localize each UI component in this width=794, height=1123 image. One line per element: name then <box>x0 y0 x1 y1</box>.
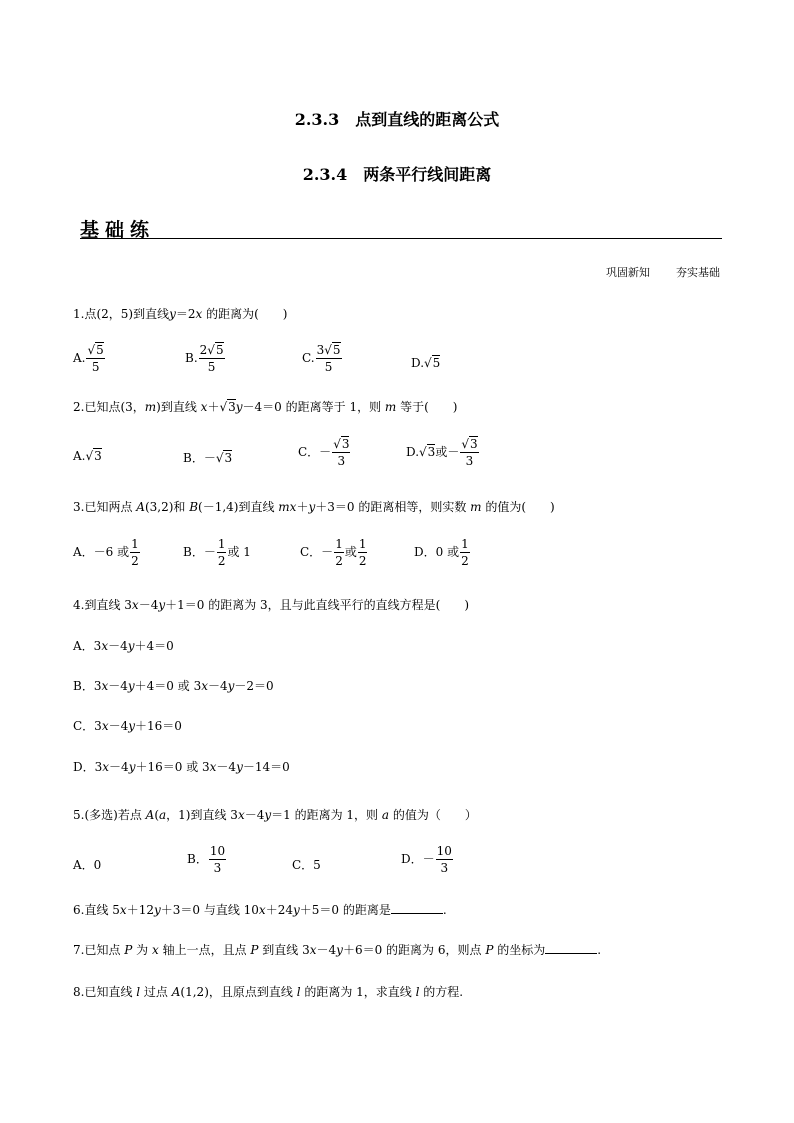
section-divider <box>80 238 722 239</box>
q4-option-a: A．3x－4y＋4＝0 <box>73 639 174 653</box>
answer-blank[interactable] <box>391 902 443 914</box>
q4-option-c: C．3x－4y＋16＝0 <box>73 719 182 733</box>
q2-option-a: A.√3 <box>73 449 102 463</box>
question-6: 6.直线 5x＋12y＋3＝0 与直线 10x＋24y＋5＝0 的距离是 . <box>73 903 447 917</box>
q5-option-c: C．5 <box>292 858 321 872</box>
question-1: 1.点(2，5)到直线y＝2x 的距离为( ) <box>73 307 288 321</box>
question-8: 8.已知直线 l 过点 A(1,2)，且原点到直线 l 的距离为 1，求直线 l 的方程. <box>73 985 464 999</box>
tag-consolidate: 巩固新知 <box>606 266 650 279</box>
q1-option-b: B. $\frac{2√5}{5}$ <box>185 343 224 374</box>
question-3: 3.已知两点 A(3,2)和 B(－1,4)到直线 mx＋y＋3＝0 的距离相等，则实数 m 的值为( ) <box>73 500 555 514</box>
q2-option-d: D.√3或－ $\frac{√3}{3}$ <box>406 437 478 468</box>
q3-option-b: B．－ $\frac{1}{2}$ 或 1 <box>183 537 251 568</box>
answer-blank[interactable] <box>545 942 597 954</box>
q5-option-d: D．－ $\frac{10}{3}$ <box>401 844 452 875</box>
q1-option-c: C. $\frac{3√5}{5}$ <box>302 343 341 374</box>
q1-option-a: A. $\frac{√5}{5}$ <box>73 343 104 374</box>
q2-option-c: C．－ $\frac{√3}{3}$ <box>298 437 350 468</box>
question-2: 2.已知点(3，m)到直线 x＋√3y－4＝0 的距离等于 1，则 m 等于( ) <box>73 400 458 414</box>
page-title: 2.3.3 点到直线的距离公式 <box>294 110 500 129</box>
q1-option-d: D.√5 <box>411 356 441 370</box>
q5-option-a: A．0 <box>73 858 102 872</box>
section-title: 基础练 <box>80 219 156 241</box>
tag-foundation: 夯实基础 <box>676 266 720 279</box>
q3-option-c: C．－ $\frac{1}{2}$ 或 $\frac{1}{2}$ <box>300 537 367 568</box>
section-tags <box>580 264 720 280</box>
q4-option-b: B．3x－4y＋4＝0 或 3x－4y－2＝0 <box>73 679 274 693</box>
q3-option-a: A．－6 或 $\frac{1}{2}$ <box>73 537 139 568</box>
question-5: 5.(多选)若点 A(a，1)到直线 3x－4y＝1 的距离为 1，则 a 的值为（ ） <box>73 808 477 822</box>
q4-option-d: D．3x－4y＋16＝0 或 3x－4y－14＝0 <box>73 760 290 774</box>
q3-option-d: D．0 或 $\frac{1}{2}$ <box>414 537 469 568</box>
question-7: 7.已知点 P 为 x 轴上一点，且点 P 到直线 3x－4y＋6＝0 的距离为 6，则点 P 的坐标为 . <box>73 943 602 957</box>
question-4: 4.到直线 3x－4y＋1＝0 的距离为 3，且与此直线平行的直线方程是( ) <box>73 598 470 612</box>
page-subtitle: 2.3.4 两条平行线间距离 <box>302 165 492 184</box>
q5-option-b: B． $\frac{10}{3}$ <box>187 844 226 875</box>
q2-option-b: B．－√3 <box>183 451 233 465</box>
